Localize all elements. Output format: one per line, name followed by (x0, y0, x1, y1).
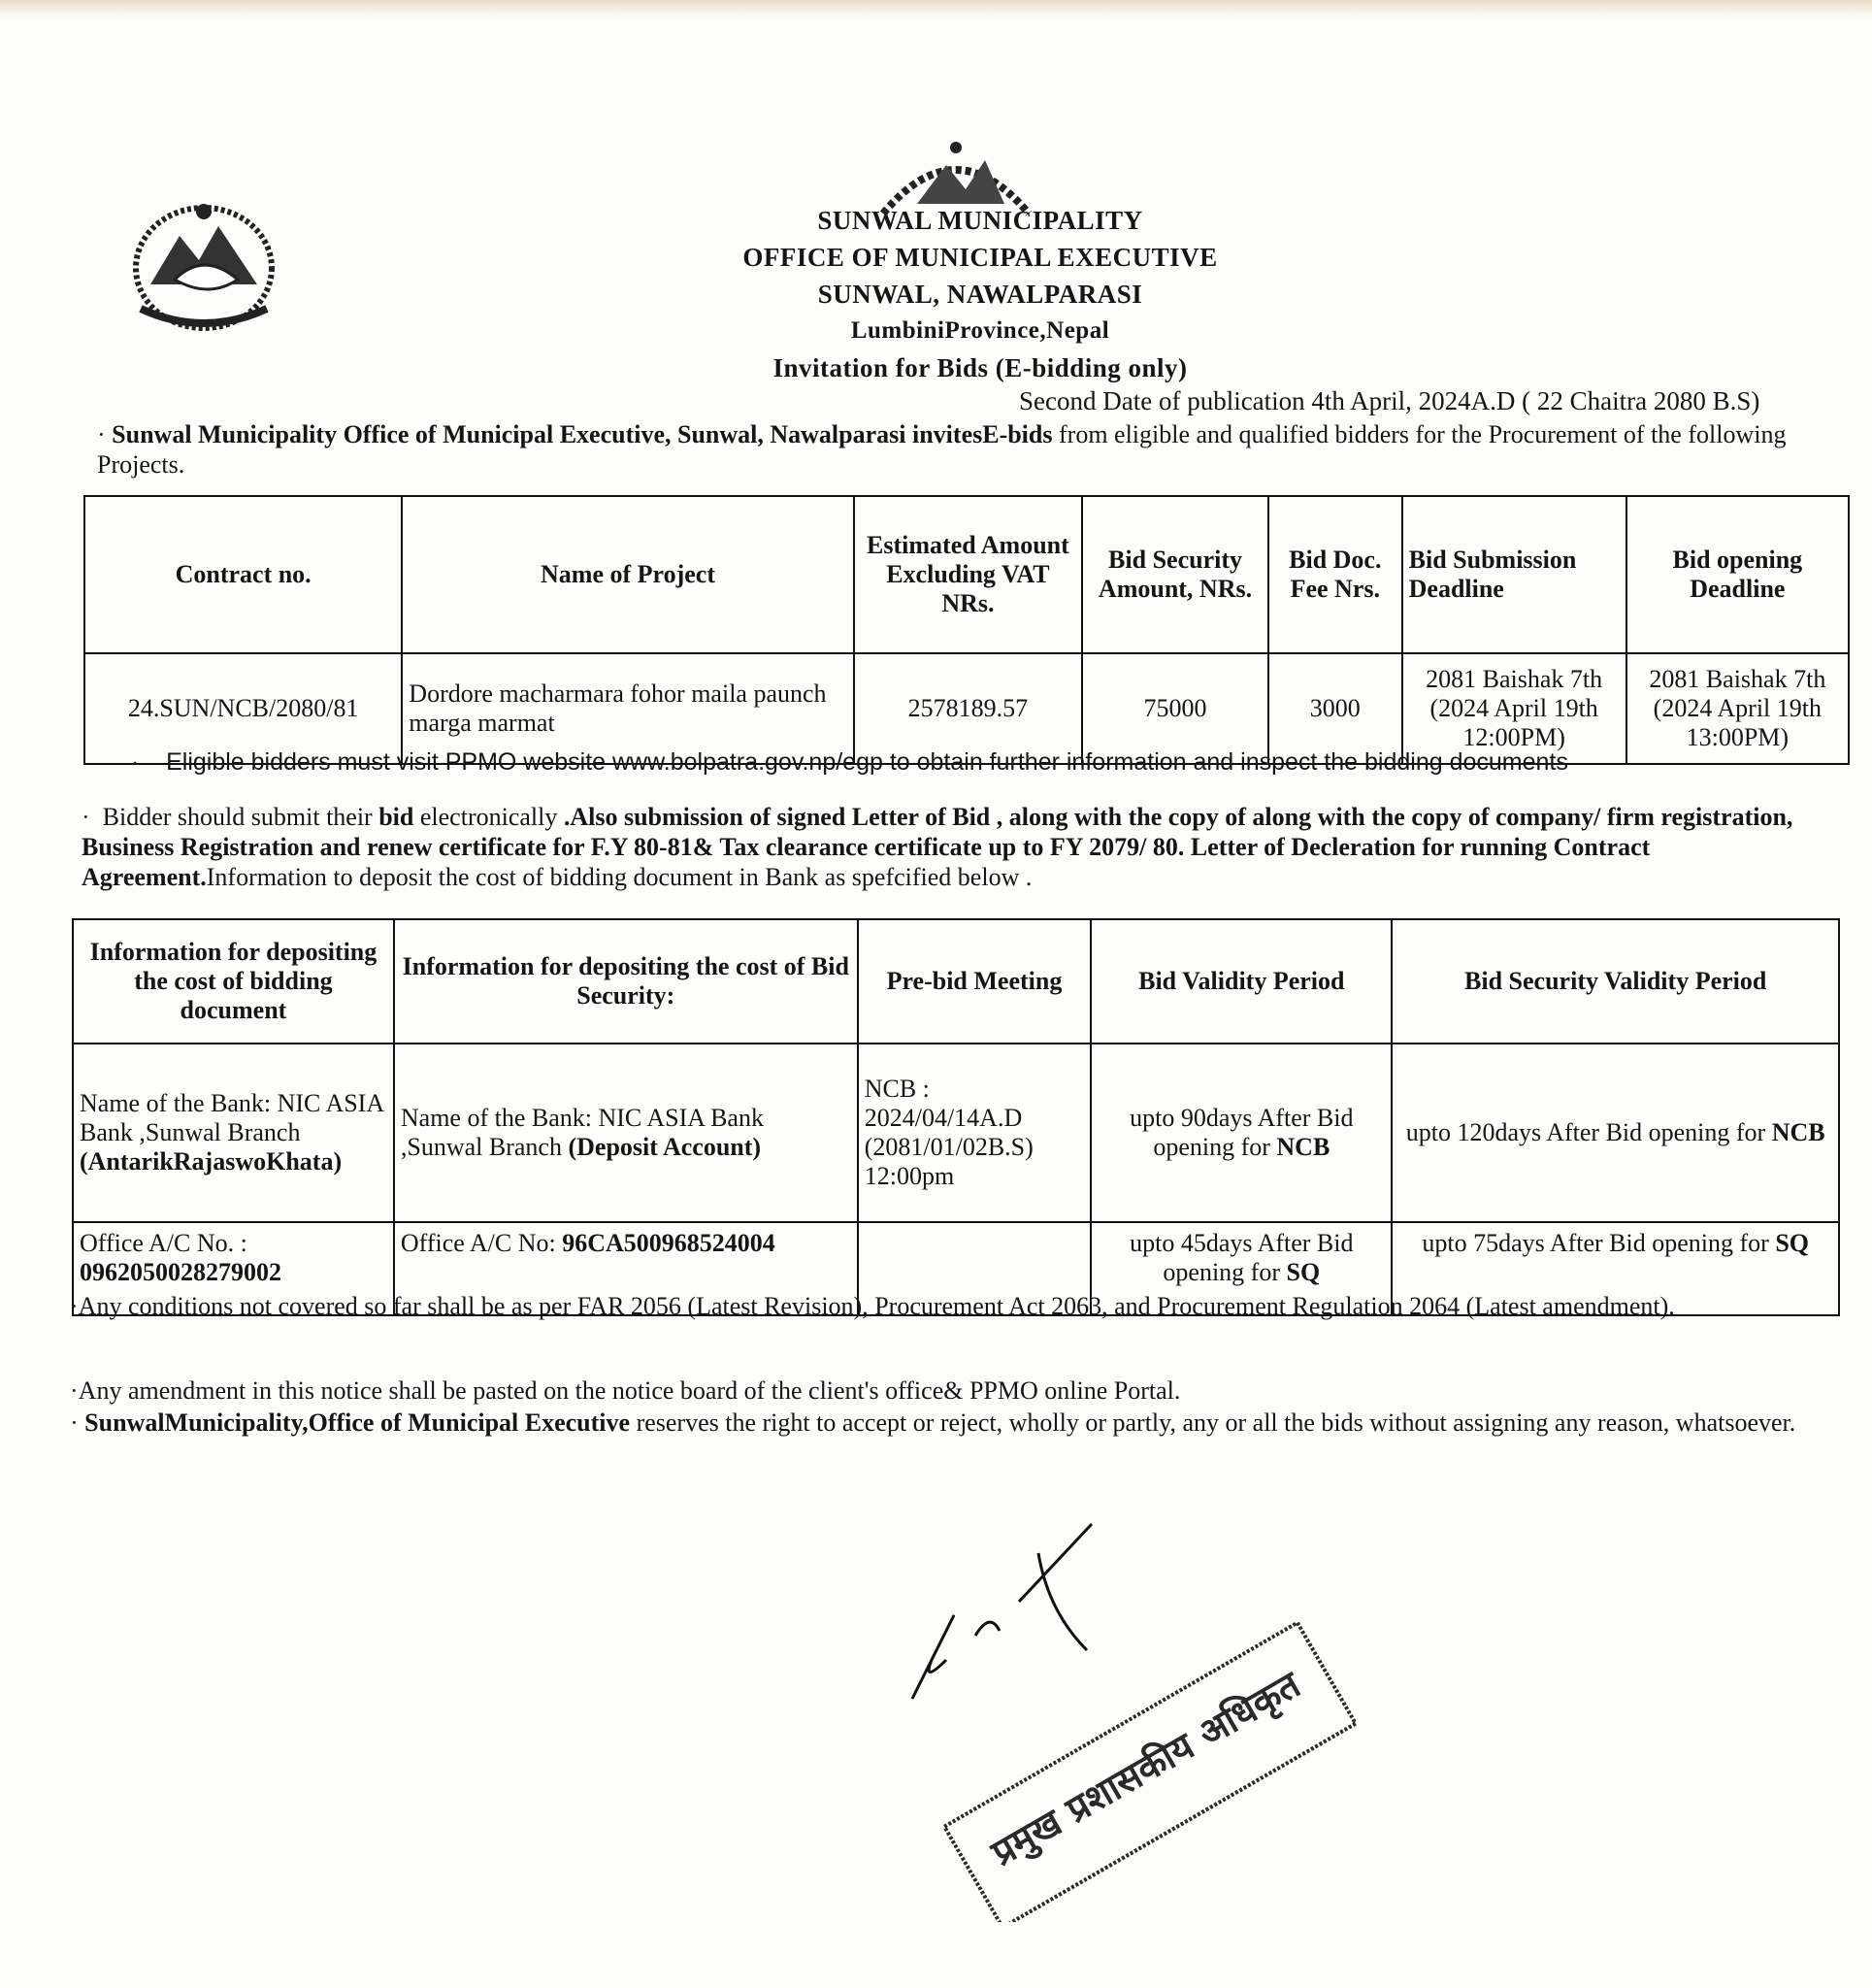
condition-far-text: Any conditions not covered so far shall be as per FAR 2056 (Latest Revision), Procurement Act 2063, and Procurement Regulation 2064 (Latest amendment). (78, 1292, 1675, 1320)
signature-stamp (854, 1514, 1397, 1922)
stamp-text: प्रमुख प्रशासकीय अधिकृत (984, 1663, 1308, 1874)
submit-text-1: Bidder should submit their (102, 803, 379, 831)
header-project-name: Name of Project (402, 496, 853, 653)
intro-paragraph: · Sunwal Municipality Office of Municipal Executive, Sunwal, Nawalparasi invitesE-bids from eligible and qualified bidders for the Procurement of the following Projects. (97, 420, 1787, 479)
intro-invites: invitesE-bids (905, 420, 1053, 448)
security-account-label: Office A/C No: (400, 1229, 563, 1257)
cell-security-bank (394, 1044, 858, 1222)
bid-validity-sq-text: upto 45days After Bid opening for (1130, 1229, 1354, 1286)
submit-bold-text: .Also submission of signed Letter of Bid , along with the copy of along with the copy of company/ firm registration, Business Registration and renew certificate for F.Y 80-81& Tax clearance certificate up to FY 2079/ 80. Letter of Decleration for running Contract Agreement. (82, 803, 1793, 891)
deposit-info-table (72, 918, 1840, 1316)
cell-submission-deadline: 2081 Baishak 7th (2024 April 19th 12:00PM) (1402, 653, 1626, 764)
bid-validity-ncb-label: NCB (1276, 1133, 1330, 1161)
header-opening-deadline: Bid opening Deadline (1626, 496, 1849, 653)
security-validity-sq-text: upto 75days After Bid opening for (1422, 1229, 1776, 1257)
security-validity-sq-label: SQ (1775, 1229, 1810, 1257)
eligible-text: Eligible bidders must visit PPMO website www.bolpatra.gov.np/egp to obtain further information and inspect the bidding documents (166, 748, 1568, 776)
intro-rest: from eligible and qualified bidders for the Procurement of the following Projects. (97, 420, 1787, 479)
submit-bid-word: bid (378, 803, 414, 831)
cell-prebid-meeting: NCB : 2024/04/14A.D (2081/01/02B.S) 12:00pm (858, 1044, 1092, 1222)
nepal-emblem-logo (121, 192, 286, 338)
doc-bank-account-type: (AntarikRajaswoKhata) (80, 1147, 343, 1176)
header-security-cost-info: Information for depositing the cost of Bid Security: (394, 919, 858, 1044)
header-block (679, 202, 1281, 386)
doc-bank-name: Name of the Bank: NIC ASIA Bank ,Sunwal Branch (80, 1089, 383, 1146)
cell-security-validity-ncb (1392, 1044, 1839, 1222)
condition-rights-text: reserves the right to accept or reject, wholly or partly, any or all the bids without assigning any reason, whatsoever. (630, 1408, 1796, 1437)
cell-bid-validity-ncb (1091, 1044, 1392, 1222)
cell-project-name: Dordore macharmara fohor maila paunch marga marmat (402, 653, 853, 764)
condition-amendment-text: Any amendment in this notice shall be pasted on the notice board of the client's office& PPMO online Portal. (78, 1376, 1181, 1405)
cell-bid-security: 75000 (1082, 653, 1268, 764)
intro-bold: Sunwal Municipality Office of Municipal Executive, Sunwal, Nawalparasi (112, 420, 906, 448)
deposit-table-header (73, 919, 1839, 1044)
security-validity-ncb-label: NCB (1771, 1118, 1825, 1146)
submit-text-3: Information to deposit the cost of bidding document in Bank as spefcified below . (206, 863, 1033, 891)
security-account-number: 96CA500968524004 (562, 1229, 775, 1257)
cell-opening-deadline: 2081 Baishak 7th (2024 April 19th 13:00PM) (1626, 653, 1849, 764)
doc-account-number: 0962050028279002 (80, 1258, 281, 1286)
cell-estimated-amount: 2578189.57 (854, 653, 1082, 764)
condition-rights-bold: SunwalMunicipality,Office of Municipal Executive (84, 1408, 631, 1437)
header-bid-doc-fee: Bid Doc. Fee Nrs. (1268, 496, 1402, 653)
security-bank-name: Name of the Bank: NIC ASIA Bank ,Sunwal Branch (400, 1104, 764, 1161)
header-submission-deadline: Bid Submission Deadline (1402, 496, 1626, 653)
eligible-note: · Eligible bidders must visit PPMO website www.bolpatra.gov.np/egp to obtain further information and inspect the bidding documents (131, 748, 1568, 776)
header-doc-cost-info: Information for depositing the cost of bidding document (73, 919, 394, 1044)
bid-validity-ncb-text: upto 90days After Bid opening for (1130, 1104, 1354, 1161)
condition-rights: · SunwalMunicipality,Office of Municipal Executive reserves the right to accept or reject, wholly or partly, any or all the bids without assigning any reason, whatsoever. (70, 1408, 1796, 1437)
cell-doc-bank (73, 1044, 394, 1222)
publication-date: Second Date of publication 4th April, 2024A.D ( 22 Chaitra 2080 B.S) (1019, 386, 1760, 415)
header-prebid-meeting: Pre-bid Meeting (858, 919, 1092, 1044)
office-name: OFFICE OF MUNICIPAL EXECUTIVE (742, 243, 1218, 272)
header-contract-no: Contract no. (84, 496, 402, 653)
condition-amendment: ·Any amendment in this notice shall be pasted on the notice board of the client's office& PPMO online Portal. (70, 1376, 1181, 1405)
province-name: LumbiniProvince,Nepal (850, 317, 1110, 344)
security-account-type: (Deposit Account) (568, 1133, 762, 1161)
bid-validity-sq-label: SQ (1286, 1258, 1321, 1286)
projects-table-header (84, 496, 1849, 653)
projects-table (83, 495, 1850, 765)
security-validity-ncb-text: upto 120days After Bid opening for (1405, 1118, 1772, 1146)
doc-account-label: Office A/C No. : (80, 1229, 247, 1257)
header-security-validity: Bid Security Validity Period (1392, 919, 1839, 1044)
cell-contract-no: 24.SUN/NCB/2080/81 (84, 653, 402, 764)
condition-far: ·Any conditions not covered so far shall be as per FAR 2056 (Latest Revision), Procurement Act 2063, and Procurement Regulation 2064 (Latest amendment). (70, 1292, 1675, 1320)
district-name: SUNWAL, NAWALPARASI (817, 280, 1143, 309)
submission-paragraph: · Bidder should submit their bid electronically .Also submission of signed Letter of Bid , along with the copy of along with the copy of company/ firm registration, Business Registration and renew certificate for F.Y 80-81& Tax clearance certificate up to FY 2079/ 80. Letter of Decleration for running Contract Agreement.Information to deposit the cost of bidding document in Bank as spefcified below . (82, 803, 1793, 891)
submit-text-2: electronically (413, 803, 564, 831)
municipality-name: SUNWAL MUNICIPALITY (817, 206, 1143, 235)
header-bid-security: Bid Security Amount, NRs. (1082, 496, 1268, 653)
header-bid-validity: Bid Validity Period (1091, 919, 1392, 1044)
scan-edge (0, 0, 1872, 17)
header-estimated-amount: Estimated Amount Excluding VAT NRs. (854, 496, 1082, 653)
cell-bid-doc-fee: 3000 (1268, 653, 1402, 764)
invitation-title: Invitation for Bids (E-bidding only) (772, 353, 1188, 382)
table-row (73, 1044, 1839, 1222)
